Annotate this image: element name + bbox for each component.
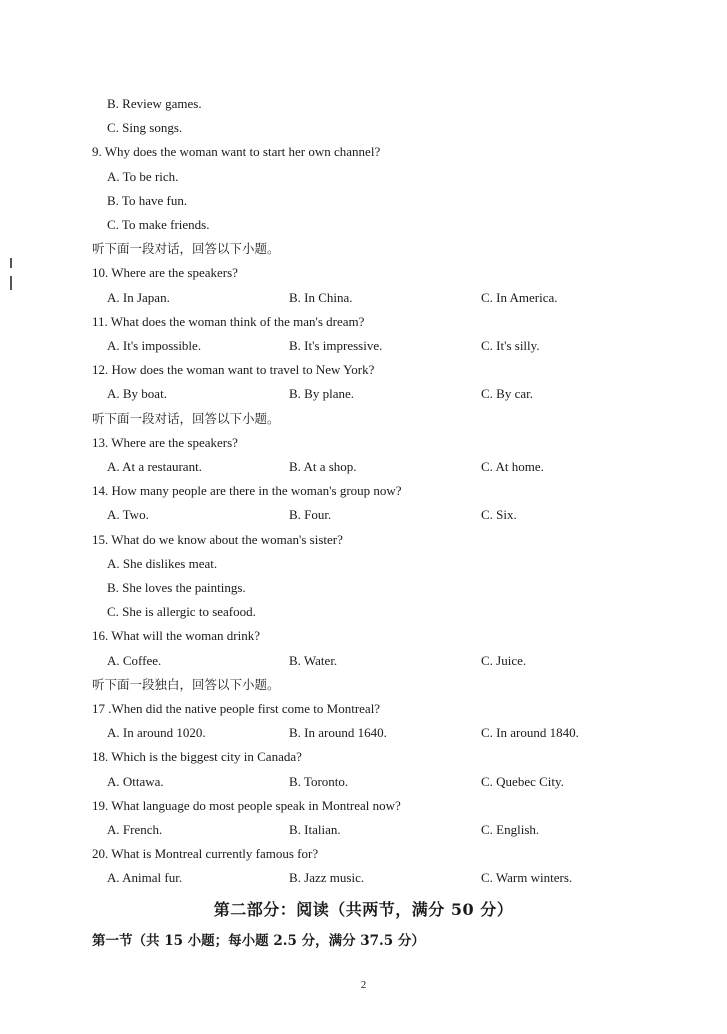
option-b: B. By plane.: [289, 386, 354, 402]
option-a: A. In around 1020.: [107, 725, 206, 741]
question-text: 19. What language do most people speak in Montreal now?: [92, 797, 401, 813]
option-c: C. Juice.: [481, 652, 527, 668]
option-line: [0, 168, 727, 192]
option-b: B. Water.: [289, 652, 338, 668]
question-text: 16. What will the woman drink?: [92, 628, 261, 644]
option-line: [0, 119, 727, 143]
question-text: 18. Which is the biggest city in Canada?: [92, 749, 302, 765]
options-row: [0, 458, 727, 482]
option-b: B. Italian.: [289, 822, 341, 837]
option-b: B. In around 1640.: [289, 725, 387, 741]
option-c: C. English.: [481, 822, 540, 837]
option-a: A. At a restaurant.: [107, 459, 202, 474]
option-text: C. Sing songs.: [107, 120, 183, 136]
option-a: A. In Japan.: [107, 289, 170, 305]
option-c: C. At home.: [481, 459, 544, 474]
question-line: [0, 313, 727, 337]
question-line: [0, 531, 727, 555]
option-line: [0, 192, 727, 216]
question-line: [0, 700, 727, 724]
question-text: 12. How does the woman want to travel to New York?: [92, 362, 375, 378]
option-text: A. She dislikes meat.: [107, 555, 218, 571]
question-line: [0, 748, 727, 772]
option-a: A. By boat.: [107, 386, 167, 402]
question-text: 14. How many people are there in the woman's group now?: [92, 483, 402, 499]
question-text: 10. Where are the speakers?: [92, 265, 238, 281]
question-line: [0, 434, 727, 458]
question-text: 9. Why does the woman want to start her own channel?: [92, 144, 381, 160]
question-line: [0, 264, 727, 288]
question-text: 13. Where are the speakers?: [92, 434, 238, 450]
instruction-text: 听下面一段对话，回答以下小题。: [92, 410, 280, 426]
instruction-text: 听下面一段对话，回答以下小题。: [92, 241, 280, 257]
option-line: [0, 216, 727, 240]
option-line: [0, 603, 727, 627]
option-text: C. She is allergic to seafood.: [107, 604, 256, 620]
options-row: [0, 652, 727, 676]
option-b: B. Four.: [289, 507, 332, 523]
option-text: B. To have fun.: [107, 192, 188, 208]
option-c: C. By car.: [481, 386, 533, 402]
section-heading: 第一节（共 15 小题；每小题 2.5 分，满分 37.5 分）: [92, 933, 425, 949]
options-row: [0, 773, 727, 797]
option-line: [0, 555, 727, 579]
listening-instruction: [0, 676, 727, 700]
option-c: C. In America.: [481, 289, 558, 305]
options-row: [0, 289, 727, 313]
option-text: B. Review games.: [107, 96, 202, 111]
option-b: B. At a shop.: [289, 459, 357, 474]
options-row: [0, 869, 727, 893]
question-line: [0, 845, 727, 869]
option-c: C. Quebec City.: [481, 773, 564, 789]
option-a: A. Animal fur.: [107, 870, 183, 886]
question-text: 20. What is Montreal currently famous for?: [92, 846, 319, 862]
question-line: [0, 143, 727, 167]
option-line: [0, 579, 727, 603]
option-c: C. In around 1840.: [481, 725, 579, 741]
question-text: 11. What does the woman think of the man's dream?: [92, 313, 365, 329]
option-text: B. She loves the paintings.: [107, 580, 246, 595]
question-line: [0, 797, 727, 821]
option-b: B. Toronto.: [289, 773, 349, 789]
option-b: B. Jazz music.: [289, 870, 365, 886]
question-text: 15. What do we know about the woman's sister?: [92, 531, 343, 547]
option-c: C. Warm winters.: [481, 870, 573, 886]
option-a: A. Ottawa.: [107, 773, 164, 789]
option-a: A. Coffee.: [107, 652, 162, 668]
page-number: 2: [360, 979, 367, 991]
option-a: A. It's impossible.: [107, 338, 202, 353]
question-line: [0, 482, 727, 506]
options-row: [0, 337, 727, 361]
option-text: C. To make friends.: [107, 217, 210, 232]
option-b: B. It's impressive.: [289, 338, 383, 353]
listening-instruction: [0, 240, 727, 264]
option-line: [0, 95, 727, 119]
option-a: A. Two.: [107, 507, 149, 523]
option-c: C. Six.: [481, 507, 517, 523]
option-text: A. To be rich.: [107, 168, 179, 184]
options-row: [0, 506, 727, 530]
option-a: A. French.: [107, 822, 163, 837]
option-c: C. It's silly.: [481, 338, 540, 353]
instruction-text: 听下面一段独白，回答以下小题。: [92, 676, 280, 692]
options-row: [0, 821, 727, 845]
part-heading: 第二部分：阅读（共两节，满分 50 分）: [213, 900, 514, 919]
question-line: [0, 361, 727, 385]
option-b: B. In China.: [289, 289, 353, 305]
question-line: [0, 627, 727, 651]
options-row: [0, 724, 727, 748]
question-text: 17 .When did the native people first come to Montreal?: [92, 701, 381, 716]
listening-instruction: [0, 410, 727, 434]
options-row: [0, 385, 727, 409]
